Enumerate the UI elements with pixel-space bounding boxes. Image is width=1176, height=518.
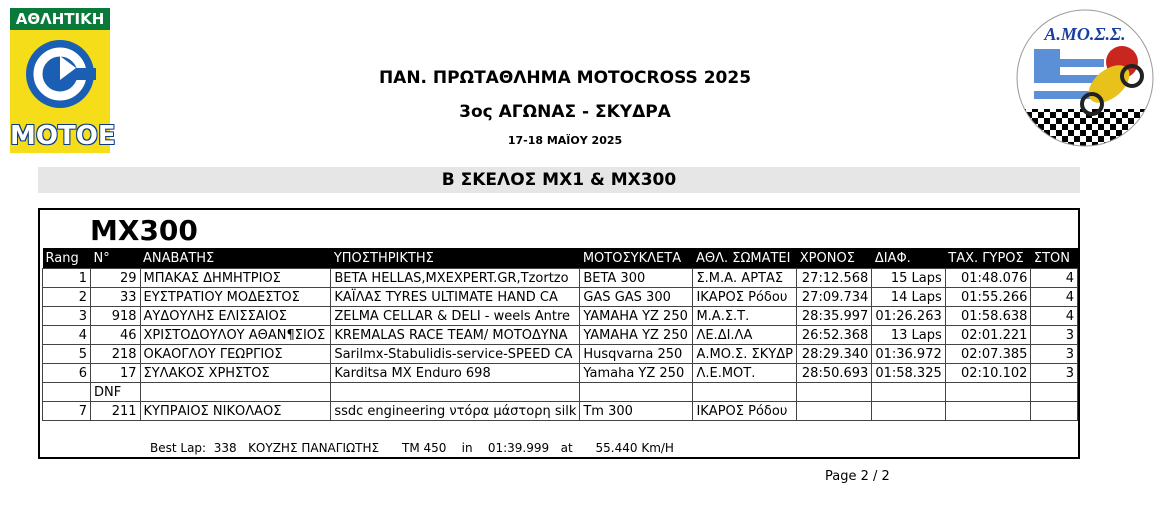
- bike-cell: Husqvarna 250: [580, 345, 693, 364]
- diff-cell: 01:26.263: [872, 307, 945, 326]
- lap-of-best-cell: 4: [1031, 307, 1078, 326]
- number-cell: 33: [91, 288, 140, 307]
- club-cell: Λ.Ε.ΜΟΤ.: [693, 364, 797, 383]
- club-cell: ΙΚΑΡΟΣ Ρόδου: [693, 402, 797, 421]
- time-cell: 26:52.368: [797, 326, 872, 345]
- bike-cell: Yamaha YZ 250: [580, 364, 693, 383]
- rank-cell: 7: [43, 402, 91, 421]
- table-row: [43, 269, 1078, 288]
- rank-cell: 4: [43, 326, 91, 345]
- lap-of-best-cell: [1031, 402, 1078, 421]
- time-cell: [797, 402, 872, 421]
- best-lap-cell: 01:55.266: [945, 288, 1031, 307]
- logo-bottom-text: MOTOE: [10, 121, 116, 151]
- rider-cell: ΧΡΙΣΤΟΔΟΥΛΟΥ ΑΘΑΝ¶ΣΙΟΣ: [140, 326, 331, 345]
- table-row: [43, 402, 1078, 421]
- diff-cell: 15 Laps: [872, 269, 945, 288]
- col-header: ΤΑΧ. ΓΥΡΟΣ: [945, 248, 1031, 269]
- rider-cell: ΟΚΑΟΓΛΟΥ ΓΕΩΡΓΙΟΣ: [140, 345, 331, 364]
- race-date: 17-18 ΜΑΪΟΥ 2025: [507, 134, 623, 147]
- best-lap-cell: 02:01.221: [945, 326, 1031, 345]
- rank-cell: 6: [43, 364, 91, 383]
- lap-of-best-cell: 4: [1031, 269, 1078, 288]
- col-header: N°: [91, 248, 140, 269]
- club-cell: Μ.Α.Σ.Τ.: [693, 307, 797, 326]
- diff-cell: 01:58.325: [872, 364, 945, 383]
- lap-of-best-cell: 4: [1031, 288, 1078, 307]
- logo-top-text: ΑΘΛΗΤΙΚΗ: [10, 8, 110, 30]
- bike-cell: Tm 300: [580, 402, 693, 421]
- number-cell: 918: [91, 307, 140, 326]
- table-row: [43, 364, 1078, 383]
- number-cell: 17: [91, 364, 140, 383]
- championship-title: ΠΑΝ. ΠΡΩΤΑΘΛΗΜΑ MOTOCROSS 2025: [378, 68, 752, 88]
- best-lap-cell: 01:58.638: [945, 307, 1031, 326]
- rider-cell: ΕΥΣΤΡΑΤΙΟΥ ΜΟΔΕΣΤΟΣ: [140, 288, 331, 307]
- diff-cell: [872, 402, 945, 421]
- col-header: ΧΡΟΝΟΣ: [797, 248, 872, 269]
- page-number: Page 2 / 2: [825, 469, 890, 484]
- sponsor-cell: Sarilmx-Stabulidis-service-SPEED CA: [331, 345, 580, 364]
- sponsor-cell: BETA HELLAS,MXEXPERT.GR,Tzortzo: [331, 269, 580, 288]
- sponsor-cell: KREMALAS RACE TEAM/ ΜΟΤΟΔΥΝΑ: [331, 326, 580, 345]
- dnf-label: DNF: [91, 383, 140, 402]
- diff-cell: 01:36.972: [872, 345, 945, 364]
- col-header: ΑΝΑΒΑΤΗΣ: [140, 248, 331, 269]
- rider-cell: ΣΥΛΑΚΟΣ ΧΡΗΣΤΟΣ: [140, 364, 331, 383]
- table-row: [43, 288, 1078, 307]
- club-cell: Α.ΜΟ.Σ. ΣΚΥΔΡ: [693, 345, 797, 364]
- time-cell: 28:50.693: [797, 364, 872, 383]
- col-header: ΜΟΤΟΣΥΚΛΕΤΑ: [580, 248, 693, 269]
- race-subtitle: 3ος ΑΓΩΝΑΣ - ΣΚΥΔΡΑ: [459, 102, 671, 122]
- results-panel: [38, 208, 1080, 459]
- best-lap-summary: Best Lap: 338 ΚΟΥΖΗΣ ΠΑΝΑΓΙΩΤΗΣ TM 450 in 01:39.999 at 55.440 Km/H: [150, 441, 674, 455]
- table-row: [43, 307, 1078, 326]
- lap-of-best-cell: 3: [1031, 345, 1078, 364]
- class-title: MX300: [90, 214, 198, 247]
- dnf-label-row: [43, 383, 1078, 402]
- best-lap-cell: 02:07.385: [945, 345, 1031, 364]
- table-row: [43, 326, 1078, 345]
- table-header-row: [43, 248, 1078, 269]
- sponsor-cell: Karditsa MX Enduro 698: [331, 364, 580, 383]
- section-title: Β ΣΚΕΛΟΣ MX1 & MX300: [441, 170, 677, 190]
- table-row: [43, 345, 1078, 364]
- number-cell: 46: [91, 326, 140, 345]
- sponsor-cell: ssdc engineering ντόρα μάστορη silk: [331, 402, 580, 421]
- rank-cell: 3: [43, 307, 91, 326]
- bike-cell: YAMAHA YZ 250: [580, 307, 693, 326]
- club-cell: ΙΚΑΡΟΣ Ρόδου: [693, 288, 797, 307]
- rank-cell: 5: [43, 345, 91, 364]
- number-cell: 29: [91, 269, 140, 288]
- club-cell: Σ.Μ.Α. ΑΡΤΑΣ: [693, 269, 797, 288]
- bike-cell: YAMAHA YZ 250: [580, 326, 693, 345]
- diff-cell: 14 Laps: [872, 288, 945, 307]
- number-cell: 218: [91, 345, 140, 364]
- best-lap-cell: [945, 402, 1031, 421]
- lap-of-best-cell: 3: [1031, 364, 1078, 383]
- sponsor-cell: ΚΑΪΛΑΣ TYRES ULTIMATE HAND CA: [331, 288, 580, 307]
- col-header: ΣΤΟΝ: [1031, 248, 1078, 269]
- rider-cell: ΚΥΠΡΑΙΟΣ ΝΙΚΟΛΑΟΣ: [140, 402, 331, 421]
- time-cell: 27:09.734: [797, 288, 872, 307]
- sponsor-cell: ZELMA CELLAR & DELI - weels Antre: [331, 307, 580, 326]
- best-lap-cell: 02:10.102: [945, 364, 1031, 383]
- club-cell: ΛΕ.ΔΙ.ΛΑ: [693, 326, 797, 345]
- col-header: ΔΙΑΦ.: [872, 248, 945, 269]
- number-cell: 211: [91, 402, 140, 421]
- rider-cell: ΜΠΑΚΑΣ ΔΗΜΗΤΡΙΟΣ: [140, 269, 331, 288]
- bike-cell: GAS GAS 300: [580, 288, 693, 307]
- time-cell: 27:12.568: [797, 269, 872, 288]
- diff-cell: 13 Laps: [872, 326, 945, 345]
- bike-cell: BETA 300: [580, 269, 693, 288]
- rank-cell: 1: [43, 269, 91, 288]
- rank-cell: 2: [43, 288, 91, 307]
- col-header: Rang: [43, 248, 91, 269]
- time-cell: 28:35.997: [797, 307, 872, 326]
- col-header: ΑΘΛ. ΣΩΜΑΤΕΙ: [693, 248, 797, 269]
- section-header: [38, 167, 1080, 193]
- best-lap-cell: 01:48.076: [945, 269, 1031, 288]
- time-cell: 28:29.340: [797, 345, 872, 364]
- rider-cell: ΑΥΔΟΥΛΗΣ ΕΛΙΣΣΑΙΟΣ: [140, 307, 331, 326]
- col-header: ΥΠΟΣΤΗΡΙΚΤΗΣ: [331, 248, 580, 269]
- results-table: [42, 248, 1078, 421]
- lap-of-best-cell: 3: [1031, 326, 1078, 345]
- logo-right-text: Α.ΜΟ.Σ.Σ.: [1044, 24, 1126, 44]
